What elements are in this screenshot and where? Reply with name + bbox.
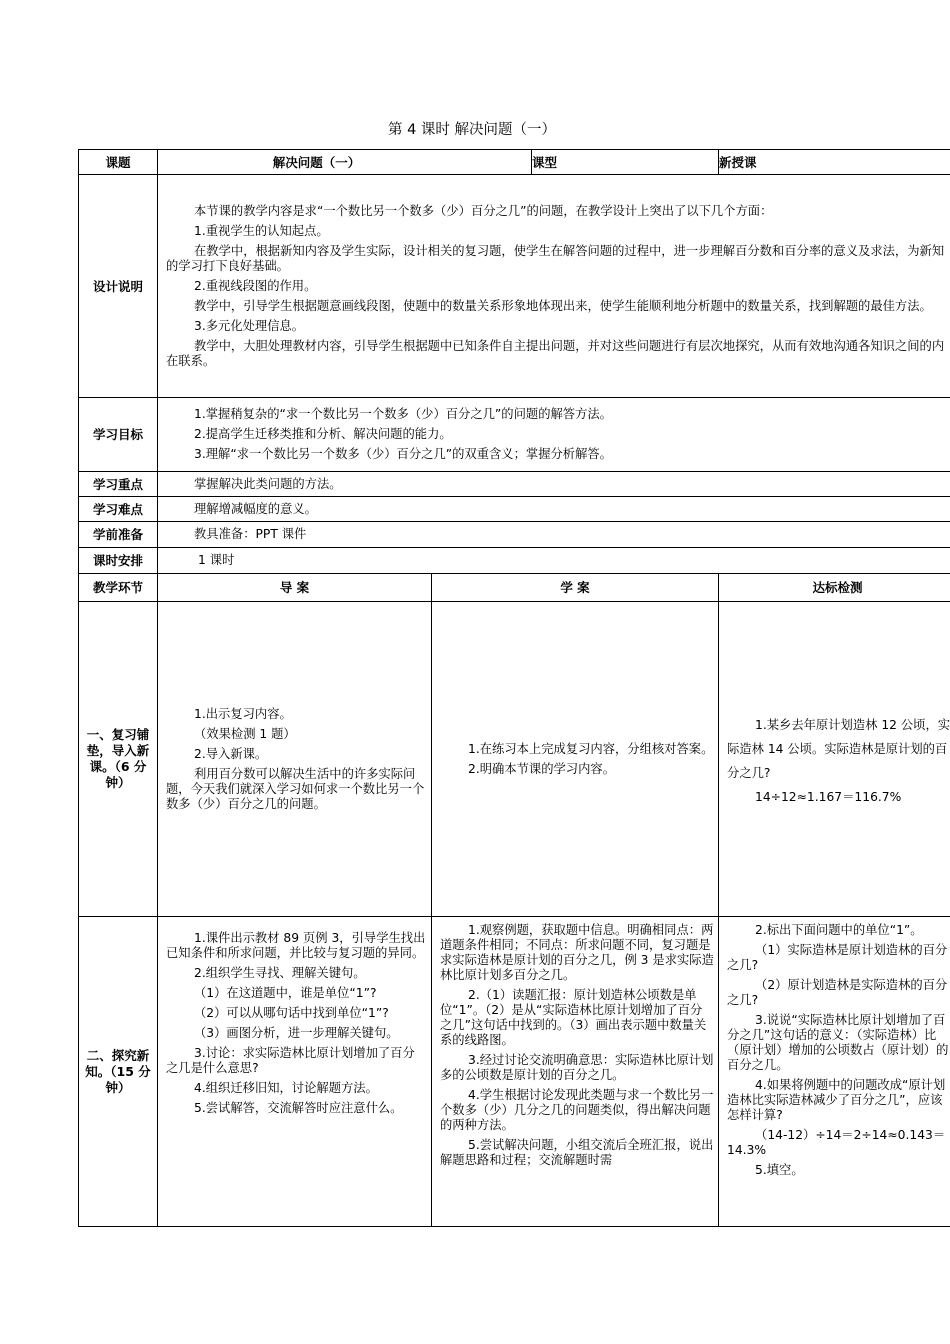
- stage2-guide-5: （3）画图分析，进一步理解关键句。: [194, 1026, 399, 1040]
- stage1-guide-1: 1.出示复习内容。: [194, 706, 292, 721]
- stage2-check-3: （2）原计划造林是实际造林的百分之几?: [727, 978, 948, 1007]
- key-point-text: [158, 472, 950, 497]
- stage2-study-2: 2.（1）读题汇报：原计划造林公顷数是单位“1”。（2）是从“实际造林比原计划增加了百分之几”这句话中找到的。（3）画出表示题中数量关系的线路图。: [440, 988, 707, 1047]
- design-row: [79, 175, 950, 398]
- stage2-guide-6: 3.讨论：求实际造林比原计划增加了百分之几是什么意思?: [166, 1046, 415, 1075]
- design-label: 设计说明: [79, 175, 158, 398]
- stage2-study-5: 5.尝试解决问题，小组交流后全班汇报，说出解题思路和过程；交流解题时需: [440, 1138, 714, 1167]
- topic-value: 解决问题（一）: [158, 150, 532, 175]
- key-point-row: [79, 472, 950, 497]
- stage2-study-1: 1.观察例题，获取题中信息。明确相同点：两道题条件相同；不同点：所求问题不同，复习题是求实际造林是原计划的百分之几，例 3 是求实际造林比原计划多百分之几。: [440, 923, 714, 982]
- guide-column-header: 导 案: [158, 574, 432, 602]
- goal-item-3: 3.理解“求一个数比另一个数多（少）百分之几”的双重含义；掌握分析解答。: [194, 447, 612, 461]
- preparation-row: [79, 522, 950, 548]
- stage2-check-4: 3.说说“实际造林比原计划增加了百分之几”这句话的意义：（实际造林）比（原计划）增加的公顷数占（原计划）的百分之几。: [727, 1013, 949, 1072]
- stage2-guide: [158, 917, 432, 1227]
- schedule-text: [158, 548, 950, 574]
- check-column-header: 达标检测: [719, 574, 950, 602]
- difficulty-label: 学习难点: [79, 497, 158, 522]
- topic-label: 课题: [79, 150, 158, 175]
- header-row: [79, 150, 950, 175]
- stage1-study-1: 1.在练习本上完成复习内容，分组核对答案。: [468, 741, 714, 756]
- goals-content: [158, 398, 950, 472]
- stage1-check-2: 14÷12≈1.167＝116.7%: [755, 790, 902, 804]
- difficulty-row: [79, 497, 950, 522]
- goals-label: 学习目标: [79, 398, 158, 472]
- design-para-3: 在教学中，根据新知内容及学生实际，设计相关的复习题，使学生在解答问题的过程中，进一步理解百分数和百分率的意义及求法，为新知的学习打下良好基础。: [166, 243, 945, 273]
- stage2-guide-1: 1.课件出示教材 89 页例 3，引导学生找出已知条件和所求问题，并比较与复习题的异同。: [166, 931, 426, 960]
- stage2-label: 二、探究新知。（15 分钟）: [79, 917, 158, 1227]
- goal-item-2: 2.提高学生迁移类推和分析、解决问题的能力。: [194, 427, 452, 441]
- stage2-guide-2: 2.组织学生寻找、理解关键句。: [194, 966, 366, 980]
- preparation-text: [158, 522, 950, 548]
- goals-row: [79, 398, 950, 472]
- schedule-label: 课时安排: [79, 548, 158, 574]
- stage1-guide-3: 2.导入新课。: [194, 746, 268, 761]
- design-content: [158, 175, 950, 398]
- stage2-row: [79, 917, 950, 1227]
- stage2-guide-3: （1）在这道题中，谁是单位“1”?: [194, 986, 377, 1000]
- design-para-7: 教学中，大胆处理教材内容，引导学生根据题中已知条件自主提出问题，并对这些问题进行有层次地探究，从而有效地沟通各知识之间的内在联系。: [166, 338, 945, 368]
- preparation-value: 教具准备：PPT 课件: [194, 527, 307, 541]
- stage1-guide-4: 利用百分数可以解决生活中的许多实际问题，今天我们就深入学习如何求一个数比另一个数多（少）百分之几的问题。: [166, 766, 425, 811]
- stage1-check-1: 1.某乡去年原计划造林 12 公顷，实际造林 14 公顷。实际造林是原计划的百分之几?: [727, 718, 950, 780]
- stage2-check-6: （14-12）÷14＝2÷14≈0.143＝14.3%: [727, 1128, 946, 1157]
- stage2-check-1: 2.标出下面问题中的单位“1”。: [755, 923, 923, 937]
- stage1-row: [79, 602, 950, 917]
- stage-column-header: 教学环节: [79, 574, 158, 602]
- study-column-header: 学 案: [432, 574, 719, 602]
- design-para-2: 1.重视学生的认知起点。: [194, 223, 329, 238]
- stage1-guide: [158, 602, 432, 917]
- goal-item-1: 1.掌握稍复杂的“求一个数比另一个数多（少）百分之几”的问题的解答方法。: [194, 407, 612, 421]
- design-para-5: 教学中，引导学生根据题意画线段图，使题中的数量关系形象地体现出来，使学生能顺利地分析题中的数量关系，找到解题的最佳方法。: [194, 298, 932, 313]
- difficulty-value: 理解增减幅度的意义。: [194, 501, 317, 516]
- stage1-study: [432, 602, 719, 917]
- type-label: 课型: [532, 150, 719, 175]
- stage1-label: 一、复习铺垫，导入新课。（6 分钟）: [79, 602, 158, 917]
- type-value: 新授课: [719, 150, 950, 175]
- stage2-check-5: 4.如果将例题中的问题改成“原计划造林比实际造林减少了百分之几”，应该怎样计算?: [727, 1078, 946, 1122]
- stage2-study-3: 3.经过讨论交流明确意思：实际造林比原计划多的公顷数是原计划的百分之几。: [440, 1053, 714, 1082]
- stage2-check-2: （1）实际造林是原计划造林的百分之几?: [727, 943, 948, 972]
- stage2-study: [432, 917, 719, 1227]
- stage2-guide-4: （2）可以从哪句话中找到单位“1”?: [194, 1006, 389, 1020]
- page-title: 第 4 课时 解决问题（一）: [387, 122, 557, 138]
- stage1-guide-2: （效果检测 1 题）: [194, 726, 296, 741]
- schedule-row: [79, 548, 950, 574]
- stage2-study-4: 4.学生根据讨论发现此类题与求一个数比另一个数多（少）几分之几的问题类似，得出解决问题的两种方法。: [440, 1088, 714, 1132]
- stage2-guide-8: 5.尝试解答，交流解答时应注意什么。: [194, 1101, 403, 1115]
- stage1-check: [719, 602, 950, 917]
- difficulty-text: [158, 497, 950, 522]
- key-point-label: 学习重点: [79, 472, 158, 497]
- key-point-value: 掌握解决此类问题的方法。: [194, 476, 342, 491]
- stage2-guide-7: 4.组织迁移旧知，讨论解题方法。: [194, 1081, 378, 1095]
- stage2-check-7: 5.填空。: [755, 1163, 804, 1177]
- schedule-value: 1 课时: [198, 553, 235, 567]
- columns-row: [79, 574, 950, 602]
- lesson-plan-table: [78, 149, 950, 1227]
- preparation-label: 学前准备: [79, 522, 158, 548]
- design-para-1: 本节课的教学内容是求“一个数比另一个数多（少）百分之几”的问题，在教学设计上突出了以下几个方面：: [194, 203, 773, 218]
- stage1-study-2: 2.明确本节课的学习内容。: [468, 761, 615, 776]
- stage2-check: [719, 917, 950, 1227]
- design-para-6: 3.多元化处理信息。: [194, 318, 305, 333]
- design-para-4: 2.重视线段图的作用。: [194, 278, 317, 293]
